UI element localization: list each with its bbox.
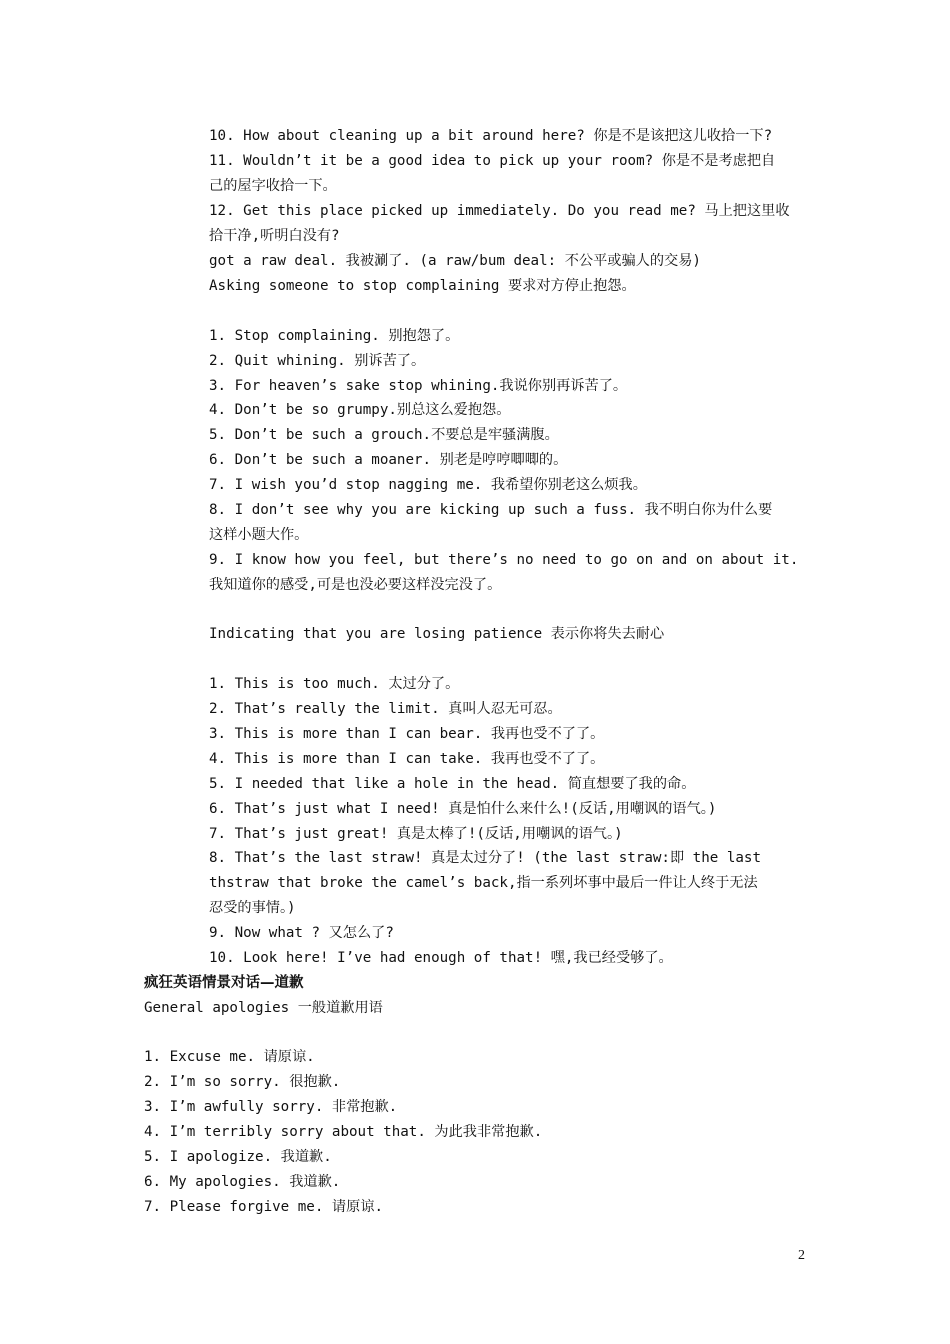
text-line: 12. Get this place picked up immediately. Do you read me? 马上把这里收 — [209, 203, 790, 219]
list-item: 1. Excuse me. 请原谅. — [144, 1049, 315, 1065]
list-item: 我知道你的感受,可是也没必要这样没完没了。 — [209, 577, 502, 593]
list-item: 7. Please forgive me. 请原谅. — [144, 1199, 384, 1215]
list-item: 3. This is more than I can bear. 我再也受不了了。 — [209, 726, 605, 742]
list-item: 2. That’s really the limit. 真叫人忍无可忍。 — [209, 701, 562, 717]
page-number: 2 — [798, 1248, 805, 1263]
list-item: 7. I wish you’d stop nagging me. 我希望你别老这么烦我。 — [209, 477, 647, 493]
list-item: 9. Now what ? 又怎么了? — [209, 925, 394, 941]
list-item: 6. Don’t be such a moaner. 别老是哼哼唧唧的。 — [209, 452, 568, 468]
list-item: 5. Don’t be such a grouch.不要总是牢骚满腹。 — [209, 427, 559, 443]
list-item: 7. That’s just great! 真是太棒了!(反话,用嘲讽的语气。) — [209, 826, 623, 842]
text-line: 10. How about cleaning up a bit around here? 你是不是该把这儿收拾一下? — [209, 128, 773, 144]
list-item: 8. I don’t see why you are kicking up such a fuss. 我不明白你为什么要 — [209, 502, 773, 518]
text-line: 己的屋字收拾一下。 — [209, 178, 337, 194]
list-item: 6. That’s just what I need! 真是怕什么来什么!(反话,用嘲讽的语气。) — [209, 801, 717, 817]
list-item: 1. This is too much. 太过分了。 — [209, 676, 460, 692]
text-line: 拾干净,听明白没有? — [209, 228, 340, 244]
list-item: 10. Look here! I’ve had enough of that! 嘿,我已经受够了。 — [209, 950, 673, 966]
list-item: 这样小题大作。 — [209, 527, 309, 543]
list-item: 忍受的事情。) — [209, 900, 296, 916]
text-line: 11. Wouldn’t it be a good idea to pick up your room? 你是不是考虑把自 — [209, 153, 776, 169]
list-item: 2. I’m so sorry. 很抱歉. — [144, 1074, 341, 1090]
section-heading: Indicating that you are losing patience 表示你将失去耐心 — [209, 626, 665, 642]
list-item: 8. That’s the last straw! 真是太过分了! (the last straw:即 the last — [209, 850, 762, 866]
section-heading: Asking someone to stop complaining 要求对方停止抱怨。 — [209, 278, 636, 294]
list-item: 4. I’m terribly sorry about that. 为此我非常抱歉. — [144, 1124, 543, 1140]
section-heading: General apologies 一般道歉用语 — [144, 1000, 383, 1016]
section-title: 疯狂英语情景对话—道歉 — [144, 975, 304, 991]
list-item: 6. My apologies. 我道歉. — [144, 1174, 341, 1190]
list-item: 1. Stop complaining. 别抱怨了。 — [209, 328, 460, 344]
list-item: 3. I’m awfully sorry. 非常抱歉. — [144, 1099, 398, 1115]
list-item: 3. For heaven’s sake stop whining.我说你别再诉苦了。 — [209, 378, 628, 394]
list-item: 4. Don’t be so grumpy.别总这么爱抱怨。 — [209, 402, 511, 418]
list-item: 2. Quit whining. 别诉苦了。 — [209, 353, 426, 369]
list-item: 5. I needed that like a hole in the head. 简直想要了我的命。 — [209, 776, 696, 792]
list-item: thstraw that broke the camel’s back,指一系列坏事中最后一件让人终于无法 — [209, 875, 758, 891]
list-item: 5. I apologize. 我道歉. — [144, 1149, 332, 1165]
list-item: 9. I know how you feel, but there’s no need to go on and on about it. — [209, 552, 799, 568]
list-item: 4. This is more than I can take. 我再也受不了了。 — [209, 751, 605, 767]
text-line: got a raw deal. 我被涮了. (a raw/bum deal: 不公平或骗人的交易) — [209, 253, 701, 269]
